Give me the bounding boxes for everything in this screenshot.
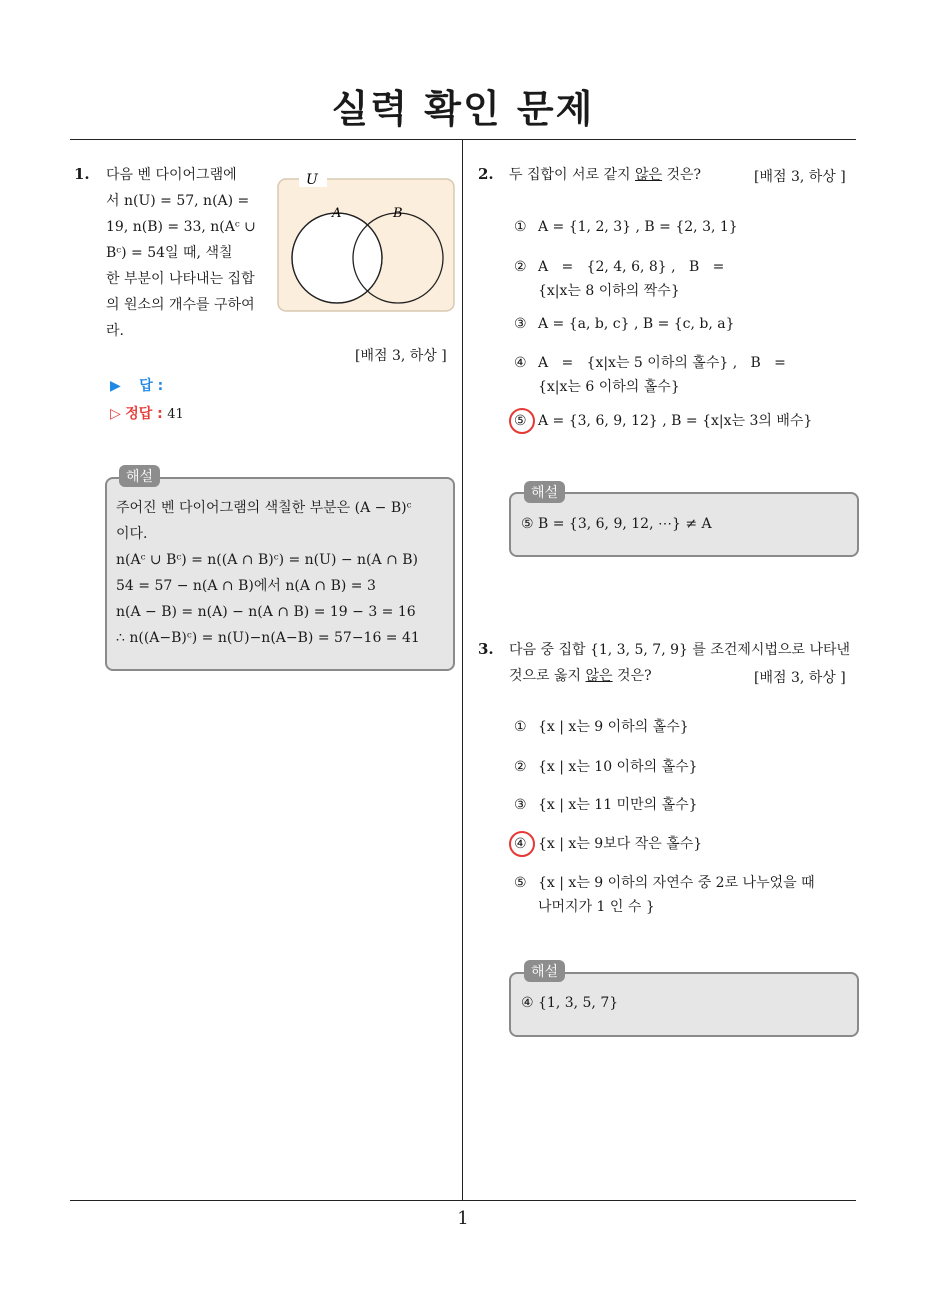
explanation-line: n(A − B) = n(A) − n(A ∩ B) = 19 − 3 = 16 (116, 604, 416, 620)
q2-option-5[interactable] (514, 409, 812, 433)
q3-stem-pre: 것으로 옳지 (509, 668, 586, 684)
q2-option-2[interactable] (514, 255, 846, 303)
q3-option-5[interactable] (514, 871, 849, 919)
q3-stem-line1: 다음 중 집합 {1, 3, 5, 7, 9} 를 조건제시법으로 나타낸 (509, 642, 851, 658)
page-number: 1 (457, 1208, 469, 1229)
q1-answer-row (110, 375, 163, 395)
q1-number: 1. (74, 165, 90, 183)
q1-stem-line: 19, n(B) = 33, n(Aᶜ ∪ (106, 219, 256, 235)
q3-explanation-text: ④ {1, 3, 5, 7} (521, 995, 619, 1011)
title-divider (70, 139, 856, 140)
q1-stem-line: 다음 벤 다이어그램에 (106, 167, 237, 183)
q3-stem-underline: 않은 (585, 668, 613, 684)
explanation-line: n(Aᶜ ∪ Bᶜ) = n((A ∩ B)ᶜ) = n(U) − n(A ∩ B) (116, 552, 419, 568)
option-text: A = {x|x는 5 이하의 홀수} , B = (538, 355, 786, 371)
q1-stem (106, 162, 264, 344)
q2-stem-underline: 않은 (635, 167, 663, 183)
option-text-cont: {x|x는 6 이하의 홀수} (538, 379, 680, 395)
option-text-cont: {x|x는 8 이하의 짝수} (538, 283, 680, 299)
explanation-line: 주어진 벤 다이어그램의 색칠한 부분은 (A − B)ᶜ (116, 500, 412, 516)
q2-option-3[interactable] (514, 312, 735, 336)
explanation-line: ∴ n((A−B)ᶜ) = n(U)−n(A−B) = 57−16 = 41 (116, 630, 420, 646)
option-text: {x | x는 9보다 작은 홀수} (538, 836, 703, 852)
explanation-line: 이다. (116, 526, 148, 542)
option-number: ② (514, 259, 527, 275)
option-text: A = {1, 2, 3} , B = {2, 3, 1} (538, 219, 738, 235)
q3-score: [배점 3, 하상 ] (754, 670, 846, 686)
option-text: A = {2, 4, 6, 8} , B = (538, 259, 725, 275)
q1-stem-line: Bᶜ) = 54일 때, 색칠 (106, 245, 233, 261)
venn-label-u: U (306, 172, 318, 188)
q1-stem-line: 의 원소의 개수를 구하여 (106, 297, 255, 313)
q1-correct-value: 41 (167, 407, 184, 422)
venn-label-b: B (393, 206, 403, 221)
q2-stem-pre: 두 집합이 서로 같지 (509, 167, 635, 183)
q3-explanation-tag: 해설 (524, 960, 565, 982)
q1-stem-line: 라. (106, 323, 124, 339)
correct-arrow-icon: ▷ (110, 406, 121, 422)
option-text: {x | x는 11 미만의 홀수} (538, 797, 698, 813)
q1-correct-row (110, 403, 184, 423)
q3-option-3[interactable] (514, 793, 698, 817)
q1-correct-label: 정답 : (125, 406, 163, 422)
q2-option-4[interactable] (514, 351, 846, 399)
option-number: ⑤ (514, 413, 527, 429)
q1-answer-label: 답 : (139, 378, 164, 394)
column-divider (462, 139, 463, 1201)
q3-number: 3. (478, 640, 494, 658)
option-number: ⑤ (514, 875, 527, 891)
answer-arrow-icon: ▶ (110, 378, 121, 394)
option-text: {x | x는 9 이하의 자연수 중 2로 나누었을 때 (538, 875, 815, 891)
option-number: ③ (514, 316, 527, 332)
q2-stem-post: 것은? (662, 167, 702, 183)
q2-stem (509, 162, 701, 188)
option-number: ② (514, 759, 527, 775)
q3-selected-mark (509, 831, 535, 857)
q1-explanation-text (116, 495, 446, 651)
q2-explanation-text: ⑤ B = {3, 6, 9, 12, ⋯} ≠ A (521, 516, 712, 532)
q3-option-4[interactable] (514, 832, 702, 856)
venn-diagram (275, 165, 457, 315)
q1-stem-line: 서 n(U) = 57, n(A) = (106, 193, 250, 209)
option-number: ① (514, 719, 527, 735)
q2-number: 2. (478, 165, 494, 183)
q3-option-1[interactable] (514, 715, 689, 739)
option-number: ④ (514, 355, 527, 371)
option-text-cont: 나머지가 1 인 수 } (538, 899, 655, 915)
q2-explanation-tag: 해설 (524, 481, 565, 503)
option-number: ④ (514, 836, 527, 852)
q1-stem-line: 한 부분이 나타내는 집합 (106, 271, 255, 287)
option-text: A = {a, b, c} , B = {c, b, a} (538, 316, 735, 332)
q2-score: [배점 3, 하상 ] (754, 169, 846, 185)
option-number: ① (514, 219, 527, 235)
footer-divider (70, 1200, 856, 1201)
q2-option-1[interactable] (514, 215, 738, 239)
explanation-line: 54 = 57 − n(A ∩ B)에서 n(A ∩ B) = 3 (116, 578, 376, 594)
venn-label-a: A (332, 206, 342, 221)
option-number: ③ (514, 797, 527, 813)
option-text: A = {3, 6, 9, 12} , B = {x|x는 3의 배수} (538, 413, 813, 429)
q1-explanation-tag: 해설 (119, 465, 160, 487)
page-title: 실력 확인 문제 (331, 87, 595, 131)
q3-stem-post: 것은? (612, 668, 652, 684)
option-text: {x | x는 9 이하의 홀수} (538, 719, 689, 735)
q2-selected-mark (509, 408, 535, 434)
q1-score: [배점 3, 하상 ] (355, 348, 447, 364)
option-text: {x | x는 10 이하의 홀수} (538, 759, 698, 775)
q3-option-2[interactable] (514, 755, 698, 779)
